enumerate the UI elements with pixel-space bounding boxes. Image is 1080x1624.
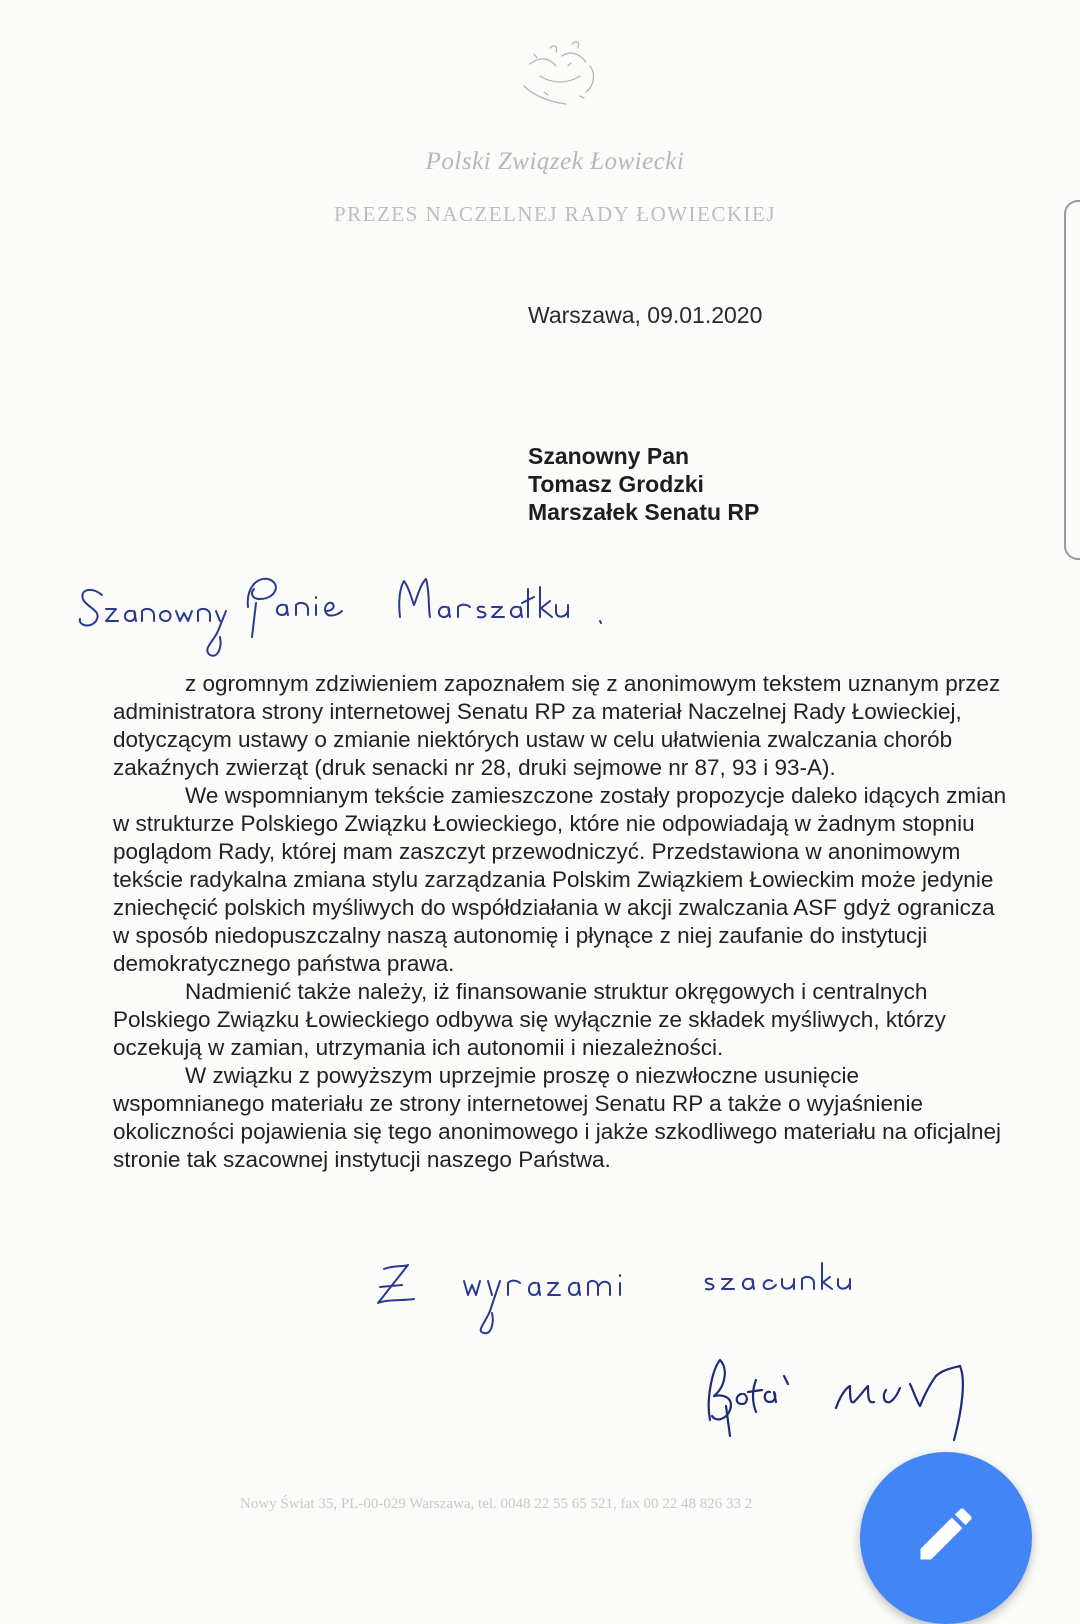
signature-icon: [690, 1340, 1000, 1460]
recipient-line-2: Tomasz Grodzki: [528, 471, 704, 497]
body-paragraph-1: z ogromnym zdziwieniem zapoznałem się z anonimowym tekstem uznanym przez administratora strony internetowej Senatu RP za materiał Naczelnej Rady Łowieckiej, dotyczącym ustawy o zmianie niektórych ustaw w celu ułatwienia zwalczania chorób zakaźnych zwierząt (druk senacki nr 28, druki sejmowe nr 87, 93 i 93-A).: [113, 671, 1001, 780]
handwritten-salutation: [70, 555, 630, 665]
footer-line-1: Nowy Świat 35, PL-00-029 Warszawa, tel. 0048 22 55 65 521, fax 00 22 48 826 33 2: [240, 1496, 753, 1512]
body-paragraph-4: W związku z powyższym uprzejmie proszę o niezwłoczne usunięcie wspomnianego materiału ze strony internetowej Senatu RP a także o wyjaśnienie okoliczności pojawienia się tego anonimowego i jakże szkodliwego materiału na oficjalnej stronie tak szacownej instytucji naszego Państwa.: [113, 1063, 1001, 1172]
pencil-icon: [912, 1500, 980, 1568]
footer-address: [240, 1492, 880, 1516]
recipient-block: [528, 442, 759, 526]
handwritten-closing: [360, 1255, 920, 1345]
edit-fab-button[interactable]: [860, 1452, 1032, 1624]
recipient-line-3: Marszałek Senatu RP: [528, 499, 760, 525]
scroll-handle[interactable]: [1064, 200, 1080, 560]
letter-body: [113, 670, 1013, 1174]
organization-title: PREZES NACZELNEJ RADY ŁOWIECKIEJ: [333, 202, 777, 226]
emblem-icon: [510, 36, 610, 116]
date-line: Warszawa, 09.01.2020: [528, 302, 763, 328]
recipient-line-1: Szanowny Pan: [528, 443, 690, 469]
body-paragraph-2: We wspomnianym tekście zamieszczone zostały propozycje daleko idących zmian w strukturze Polskiego Związku Łowieckiego, które nie odpowiadają w żadnym stopniu poglądom Rady, której mam zaszczyt przewodniczyć. Przedstawiona w anonimowym tekście radykalna zmiana stylu zarządzania Polskim Związkiem Łowieckim może jedynie zniechęcić polskich myśliwych do współdziałania w akcji zwalczania ASF gdyż ogranicza w sposób niedopuszczalny naszą autonomię i płynące z niej zaufanie do instytucji demokratycznego państwa prawa.: [113, 783, 1007, 976]
body-paragraph-3: Nadmienić także należy, iż finansowanie struktur okręgowych i centralnych Polskiego Związku Łowieckiego odbywa się wyłącznie ze składek myśliwych, którzy oczekują w zamian, utrzymania ich autonomii i niezależności.: [113, 979, 946, 1060]
organization-name: Polski Związek Łowiecki: [425, 148, 685, 175]
